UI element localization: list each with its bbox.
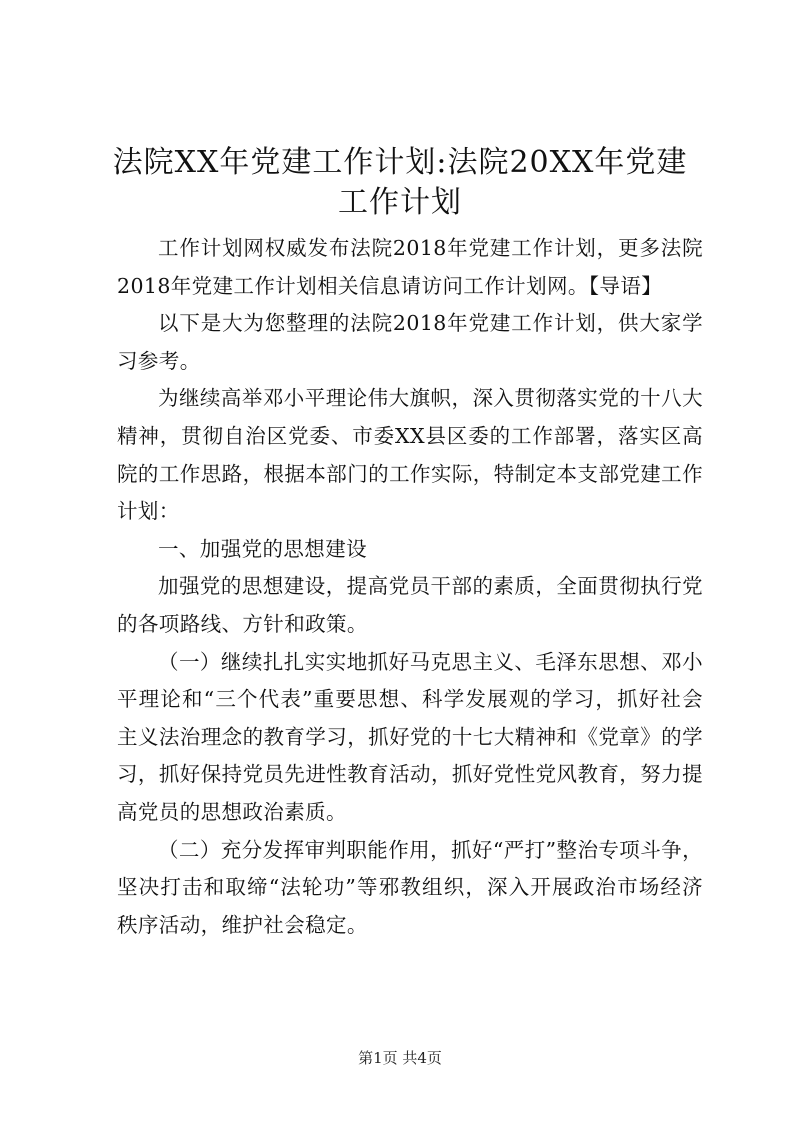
- document-body: [117, 230, 703, 944]
- paragraph-purpose: 为继续高举邓小平理论伟大旗帜，深入贯彻落实党的十八大精神，贯彻自治区党委、市委XX县区委的工作部署，落实区高院的工作思路，根据本部门的工作实际，特制定本支部党建工作计划：: [117, 386, 703, 524]
- document-title: 法院XX年党建工作计划:法院20XX年党建工作计划: [112, 145, 688, 220]
- paragraph-item-2: （二）充分发挥审判职能作用，抓好“严打”整治专项斗争，坚决打击和取缔“法轮功”等邪教组织，深入开展政治市场经济秩序活动，维护社会稳定。: [117, 837, 703, 937]
- paragraph-intro: 工作计划网权威发布法院2018年党建工作计划，更多法院2018年党建工作计划相关信息请访问工作计划网。【导语】: [117, 236, 703, 298]
- paragraph-preface: 以下是大为您整理的法院2018年党建工作计划，供大家学习参考。: [117, 311, 703, 373]
- paragraph-item-1: （一）继续扎扎实实地抓好马克思主义、毛泽东思想、邓小平理论和“三个代表”重要思想、科学发展观的学习，抓好社会主义法治理念的教育学习，抓好党的十七大精神和《党章》的学习，抓好保持党员先进性教育活动，抓好党性党风教育，努力提高党员的思想政治素质。: [117, 649, 703, 824]
- page-number-footer: 第1页 共4页: [358, 1049, 442, 1067]
- section-heading: 一、加强党的思想建设: [158, 536, 367, 561]
- paragraph-section-intro: 加强党的思想建设，提高党员干部的素质，全面贯彻执行党的各项路线、方针和政策。: [117, 574, 703, 636]
